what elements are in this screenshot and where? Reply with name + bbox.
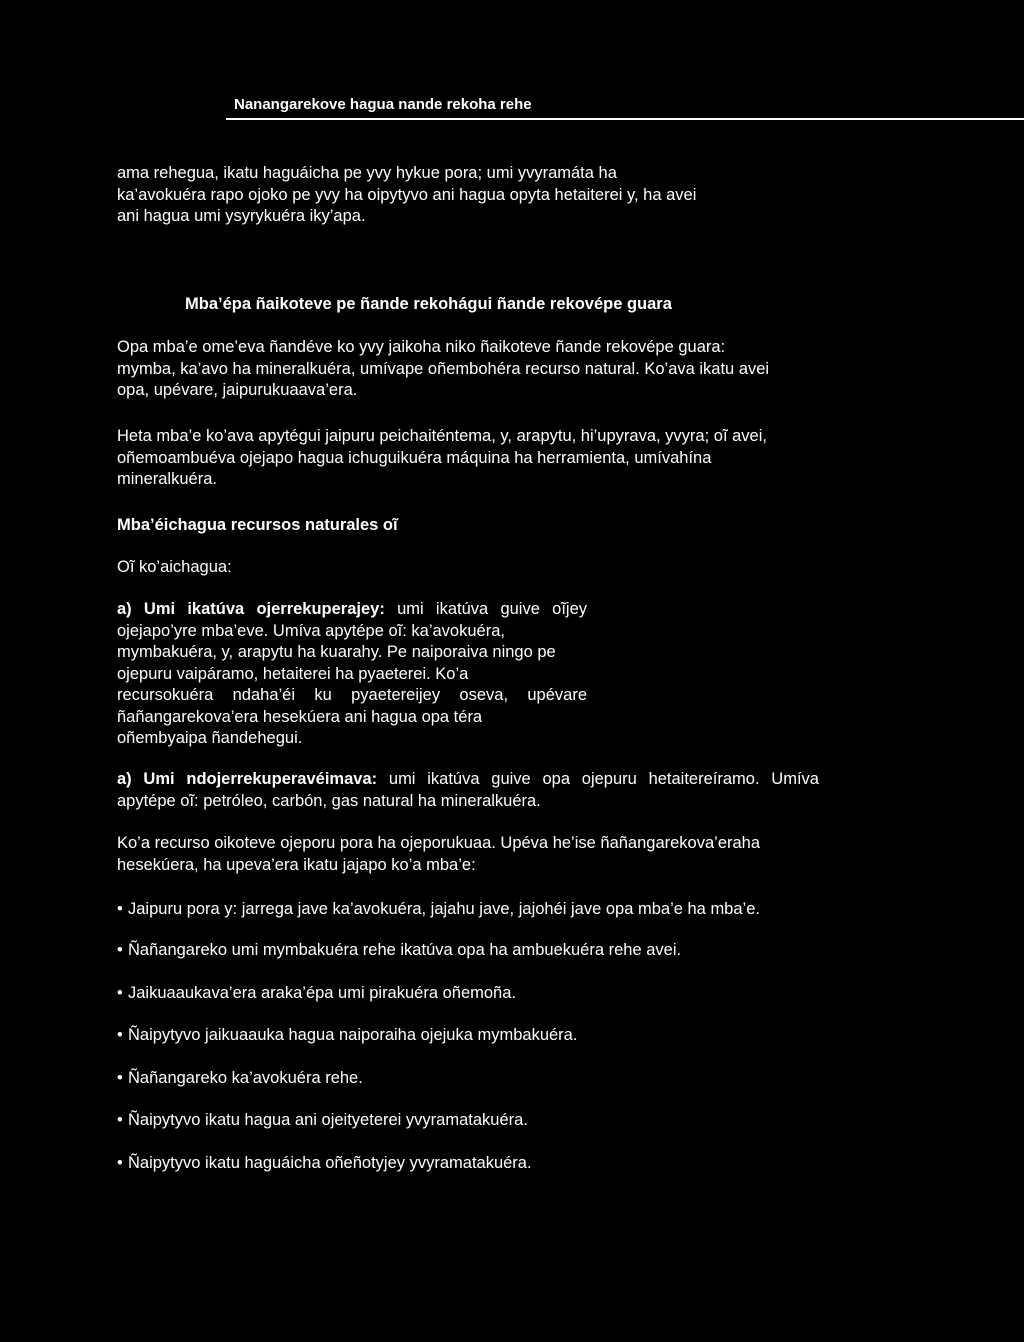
item-line: apytépe oĩ: petróleo, carbón, gas natural ha mineralkuéra. <box>117 791 541 810</box>
bullet-item: • Ñañangareko umi mymbakuéra rehe ikatúva opa ha ambuekuéra rehe avei. <box>117 940 681 962</box>
bullet-marker: • <box>117 1026 123 1044</box>
section-heading-types: Mba’éichagua recursos naturales oĩ <box>117 516 398 534</box>
item-label: a) Umi ikatúva ojerrekuperajey: <box>117 600 385 618</box>
running-header <box>226 96 1024 120</box>
intro-line: ani hagua umi ysyrykuéra iky’apa. <box>117 207 366 225</box>
uses-paragraph <box>117 426 767 491</box>
paragraph-line: hesekúera, ha upeva’era ikatu jajapo ko’a mba’e: <box>117 855 476 874</box>
paragraph-line: opa, upévare, jaipurukuaava’era. <box>117 381 358 399</box>
section-heading-needs: Mba’épa ñaikoteve pe ñande rekohágui ñande rekovépe guara <box>185 295 672 313</box>
needs-paragraph <box>117 337 769 402</box>
bullet-marker: • <box>117 941 123 959</box>
item-line: ojejapo’yre mba’eve. Umíva apytépe oĩ: ka’avokuéra, <box>117 621 505 640</box>
bullet-marker: • <box>117 1154 123 1172</box>
item-line: oñembyaipa ñandehegui. <box>117 729 303 747</box>
item-line: ñañangarekova’era hesekúera ani hagua opa téra <box>117 707 483 726</box>
bullet-marker: • <box>117 1111 123 1129</box>
item-label: a) Umi ndojerrekuperavéimava: <box>117 770 378 788</box>
care-paragraph <box>117 833 760 876</box>
non-renewable-resources-item <box>117 769 819 812</box>
paragraph-line: mymba, ka’avo ha mineralkuéra, umívape oñembohéra recurso natural. Ko’ava ikatu avei <box>117 359 770 378</box>
bullet-item: • Jaipuru pora y: jarrega jave ka’avokuéra, jajahu jave, jajohéi jave opa mba’e ha mba’e. <box>117 899 760 921</box>
bullet-marker: • <box>117 1069 123 1087</box>
item-first-line: a) Umi ndojerrekuperavéimava: umi ikatúva guive opa ojepuru hetaitereíramo. Umíva <box>117 770 819 788</box>
paragraph-line: oñemoambuéva ojejapo hagua ichuguikuéra máquina ha herramienta, umívahína <box>117 448 712 467</box>
paragraph-line: Ko’a recurso oikoteve ojeporu pora ha ojeporukuaa. Upéva he’ise ñañangarekova’eraha <box>117 834 761 852</box>
paragraph-line: Heta mba’e ko’ava apytégui jaipuru peichaiténtema, y, arapytu, hi’upyrava, yvyra; oĩ avei, <box>117 427 767 445</box>
bullet-item: • Jaikuaaukava’era araka’épa umi pirakuéra oñemoña. <box>117 983 516 1005</box>
item-line: ojepuru vaipáramo, hetaiterei ha pyaeterei. Ko’a <box>117 664 469 683</box>
types-intro: Oĩ ko’aichagua: <box>117 558 232 576</box>
bullet-item: • Ñañangareko ka’avokuéra rehe. <box>117 1068 363 1090</box>
header-title: Nanangarekove hagua nande rekoha rehe <box>234 96 532 113</box>
bullet-marker: • <box>117 984 123 1002</box>
item-line: recursokuéra ndaha’éi ku pyaetereijey oseva, upévare <box>117 686 587 704</box>
bullet-item: • Ñaipytyvo ikatu haguáicha oñeñotyjey yvyramatakuéra. <box>117 1153 532 1175</box>
bullet-marker: • <box>117 900 123 918</box>
intro-line: ka’avokuéra rapo ojoko pe yvy ha oipytyvo ani hagua opyta hetaiterei y, ha avei <box>117 185 697 204</box>
item-line: mymbakuéra, y, arapytu ha kuarahy. Pe naiporaiva ningo pe <box>117 643 556 661</box>
bullet-item: • Ñaipytyvo ikatu hagua ani ojeityeterei yvyramatakuéra. <box>117 1110 528 1132</box>
paragraph-line: Opa mba’e ome’eva ñandéve ko yvy jaikoha niko ñaikoteve ñande rekovépe guara: <box>117 338 726 356</box>
renewable-resources-item <box>117 599 587 750</box>
intro-line: ama rehegua, ikatu haguáicha pe yvy hykue pora; umi yvyramáta ha <box>117 164 617 182</box>
intro-paragraph <box>117 163 696 228</box>
paragraph-line: mineralkuéra. <box>117 470 217 488</box>
item-first-line: a) Umi ikatúva ojerrekuperajey: umi ikatúva guive oĩjey <box>117 600 587 618</box>
bullet-item: • Ñaipytyvo jaikuaauka hagua naiporaiha ojejuka mymbakuéra. <box>117 1025 577 1047</box>
